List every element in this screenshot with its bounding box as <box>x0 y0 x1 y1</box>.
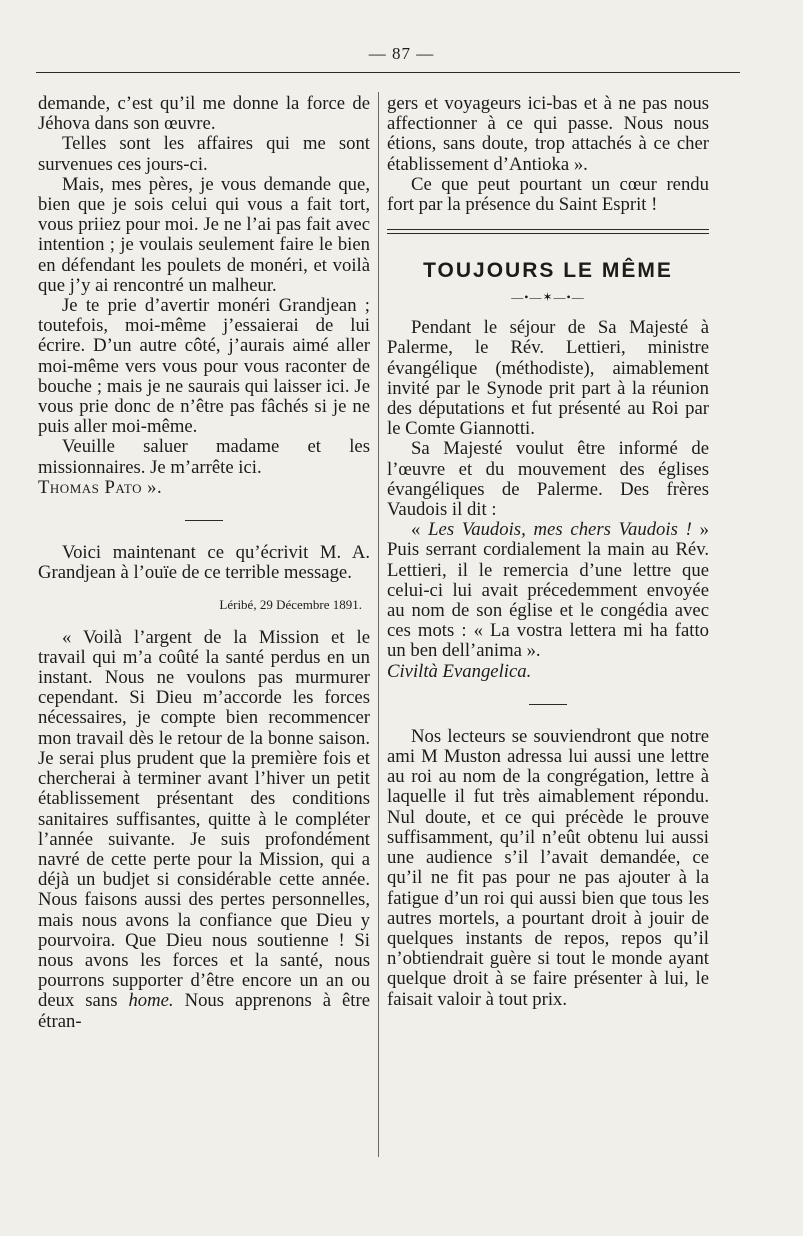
column-divider <box>378 92 379 1157</box>
royal-quote: Les Vaudois, mes chers Vaudois ! <box>428 519 692 541</box>
paragraph: Je te prie d’avertir monéri Grandjean ; toutefois, moi-même j’essaierai de lui écrire. D’un autre côté, j’aurais aimé aller moi-même vers vous pour vous raconter de bouche ; mais je ne saurais qui laisser ici. Je vous prie donc de n’être pas fâchés si je ne puis aller moi-même. <box>38 295 370 438</box>
paragraph: Pendant le séjour de Sa Majesté à Palerme, le Rév. Lettieri, ministre évangélique (méthodiste), aimablement invité par le Synode prit part à la réunion des députations et fut présenté au Roi par le Comte Giannotti. <box>387 317 709 440</box>
source-attribution: Civiltà Evangelica. <box>387 660 532 682</box>
paragraph: Nos lecteurs se souviendront que notre ami M Muston adressa lui aussi une lettre au roi au nom de la congrégation, lettre à laquelle il fut très aimablement répondu. Nul doute, et ce qui précède le prouve suffisamment, qu’il n’eût obtenu lui aussi une audience s’il l’avait demandée, ce qu’il ne fit pas pour ne pas ajouter à la fatigue d’un roi qui aussi bien que tous les autres mortels, a pourtant droit à jouir de quelques instants de repos, repos qu’il n’obtiendrait guère si tout le monde ayant quelque droit à se faire présenter à lui, le faisait valoir à tout prix. <box>387 725 709 1010</box>
paragraph: gers et voyageurs ici-bas et à ne pas nous affectionner à ce qui passe. Nous nous étions, sans doute, trop attachés à ce cher établissement d’Antioka ». <box>387 93 709 175</box>
section-divider <box>185 520 223 521</box>
letter-dateline: Léribé, 29 Décembre 1891. <box>219 597 362 613</box>
right-column <box>387 94 709 1010</box>
paragraph <box>38 628 370 1032</box>
quote-open: « <box>411 519 429 541</box>
article-heading: TOUJOURS LE MÊME <box>423 259 673 283</box>
header-rule <box>36 72 740 73</box>
left-column <box>38 94 370 1032</box>
paragraph: Ce que peut pourtant un cœur rendu fort par la présence du Saint Esprit ! <box>387 173 709 216</box>
letter-signature: Thomas Pato ». <box>38 476 163 498</box>
paragraph: Veuille saluer madame et les missionnaires. Je m’arrête ici. <box>38 436 370 478</box>
page-number: — 87 — <box>368 44 435 63</box>
letter-text: « Voilà l’argent de la Mission et le travail qui m’a coûté la santé perdus en un instant. Nous ne voulons pas murmurer cependant. Si Dieu m’accorde les forces nécessaires, je compte bien recommencer mon travail dès le retour de la bonne saison. Je serai plus prudent que la première fois et chercherai à terminer avant l’hiver un petit établissement présentant des conditions sanitaires suffisantes, quitte à le compléter l’année suivante. Je suis profondément navré de cette perte pour la Mission, qui a déjà un budjet si considérable cette année. Nous faisons aussi des pertes personnelles, mais nous avons la confiance que Dieu y pourvoira. Que Dieu nous soutienne ! Si nous avons les forces et la santé, nous pourrons supporter d’être encore un an ou deux sans <box>38 626 370 1012</box>
letter-text-end: Nous apprenons à être étran- <box>38 990 371 1032</box>
paragraph: demande, c’est qu’il me donne la force de Jéhova dans son œuvre. <box>38 93 370 135</box>
quote-rest: » Puis serrant cordialement la main au Rév. Lettieri, il le remercia d’une lettre que celui-ci lui avait précedemment envoyée au nom de son église et le congédia avec ces mots : « La vostra lettera mi ha fatto un ben dell’anima ». <box>387 519 710 662</box>
paragraph: Sa Majesté voulut être informé de l’œuvre et du mouvement des églises évangéliques de Palerme. Des frères Vaudois il dit : <box>387 438 709 521</box>
section-divider <box>529 704 567 705</box>
paragraph: Telles sont les affaires qui me sont survenues ces jours-ci. <box>38 133 370 175</box>
heading-ornament: —•—✶—•— <box>511 290 585 305</box>
paragraph <box>387 520 709 661</box>
paragraph: Voici maintenant ce qu’écrivit M. A. Grandjean à l’ouïe de ce terrible message. <box>38 542 370 584</box>
section-divider-double <box>387 229 709 234</box>
paragraph: Mais, mes pères, je vous demande que, bien que je sois celui qui vous a fait tort, vous priiez pour moi. Je ne l’ai pas fait avec intention ; je voulais seulement faire le bien en défendant les poulets de monéri, et voilà que j’y ai rencontré un malheur. <box>38 173 370 296</box>
italic-word: home. <box>128 990 174 1012</box>
